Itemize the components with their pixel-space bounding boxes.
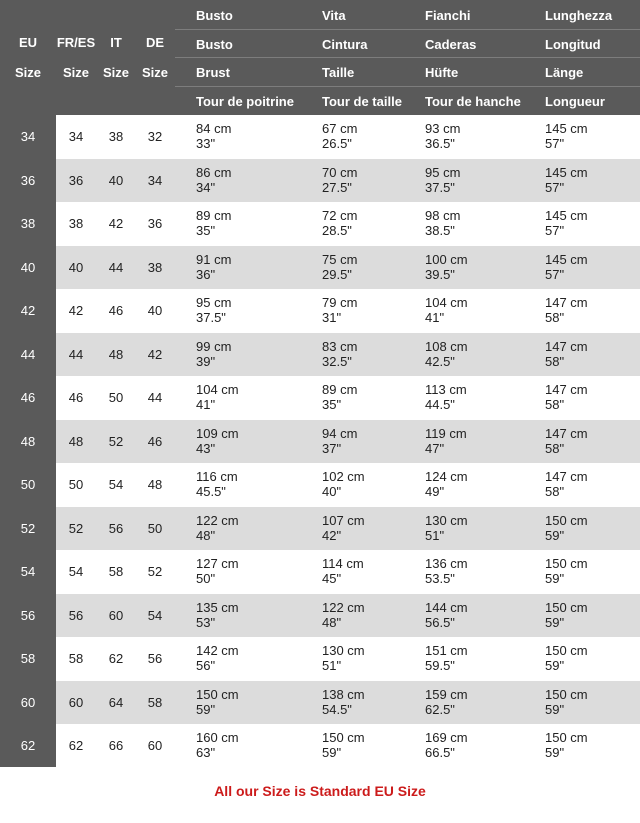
header-hip-fr: Tour de hanche [425, 94, 521, 109]
waist-in: 32.5" [322, 353, 352, 369]
hip-cell [425, 513, 468, 543]
length-in: 59" [545, 527, 565, 543]
bust-cell [196, 556, 239, 586]
de-size-cell: 54 [147, 607, 163, 623]
header-waist-fr: Tour de taille [322, 94, 402, 109]
it-size-cell: 62 [108, 651, 124, 666]
bust-cm: 160 cm [196, 730, 239, 745]
bust-cm: 127 cm [196, 556, 239, 571]
waist-cm: 94 cm [322, 425, 358, 441]
table-row [20, 637, 640, 681]
waist-cm: 72 cm [322, 208, 358, 223]
de-size-cell: 34 [147, 172, 163, 188]
bust-cell [196, 600, 239, 630]
hip-cell [425, 295, 468, 325]
de-size-cell: 32 [147, 129, 163, 144]
it-size-cell: 52 [108, 433, 124, 449]
length-cm: 147 cm [545, 295, 588, 310]
waist-cm: 79 cm [322, 295, 358, 310]
de-size-cell: 60 [147, 738, 163, 753]
waist-cell [322, 382, 357, 412]
de-size-cell: 48 [147, 477, 163, 492]
length-cell [545, 382, 588, 412]
length-cm: 147 cm [545, 338, 588, 354]
length-in: 57" [545, 136, 565, 151]
bust-cell [196, 513, 239, 543]
length-in: 57" [545, 266, 565, 282]
waist-cell [322, 469, 365, 499]
length-in: 58" [545, 440, 565, 456]
bust-cm: 95 cm [196, 295, 232, 310]
header-waist-de: Taille [322, 65, 355, 80]
eu-size-cell: 52 [20, 520, 36, 536]
hip-in: 39.5" [425, 266, 455, 282]
fr-size-cell: 54 [68, 564, 84, 579]
table-row [20, 202, 640, 246]
bust-cm: 150 cm [196, 686, 239, 702]
bust-cm: 116 cm [196, 469, 238, 484]
bust-in: 56" [196, 658, 216, 673]
it-size-cell: 46 [108, 303, 124, 318]
eu-size-cell: 36 [20, 172, 36, 188]
eu-size-cell: 54 [20, 564, 36, 579]
hip-cell [425, 426, 467, 456]
bust-in: 50" [196, 571, 216, 586]
length-cell [545, 556, 588, 586]
hip-in: 38.5" [425, 223, 455, 238]
hip-cell [425, 252, 468, 282]
waist-cell [322, 687, 365, 717]
it-size-cell: 60 [108, 607, 124, 623]
waist-in: 54.5" [322, 701, 352, 717]
hip-in: 51" [425, 527, 445, 543]
waist-cell [322, 556, 364, 586]
hip-in: 36.5" [425, 136, 455, 151]
fr-header-top: FR/ES [56, 35, 96, 50]
hip-in: 44.5" [425, 397, 455, 412]
length-in: 59" [545, 614, 565, 630]
waist-cell [322, 121, 357, 151]
length-cell [545, 165, 588, 195]
waist-in: 37" [322, 440, 342, 456]
de-size-cell: 36 [147, 216, 163, 231]
waist-cell [322, 600, 365, 630]
length-cell [545, 513, 588, 543]
length-cm: 145 cm [545, 164, 588, 180]
hip-cell [425, 687, 468, 717]
fr-header-bottom: Size [62, 65, 89, 80]
it-size-cell: 66 [108, 738, 124, 753]
table-row [20, 507, 640, 551]
table-row [20, 550, 640, 594]
de-size-header [137, 28, 173, 88]
bust-in: 48" [196, 527, 216, 543]
length-cell [545, 469, 588, 499]
length-cm: 150 cm [545, 512, 588, 528]
length-cell [545, 339, 588, 369]
eu-size-cell: 40 [20, 259, 36, 275]
hip-cell [425, 339, 468, 369]
waist-in: 42" [322, 527, 342, 543]
waist-cell [322, 165, 357, 195]
length-cm: 150 cm [545, 599, 588, 615]
bust-cm: 122 cm [196, 512, 239, 528]
waist-cm: 83 cm [322, 338, 358, 354]
waist-cm: 107 cm [322, 512, 365, 528]
table-row [20, 463, 640, 507]
de-header-top: DE [145, 35, 165, 50]
eu-header-top: EU [18, 35, 38, 50]
de-size-cell: 38 [147, 259, 163, 275]
eu-size-cell: 60 [20, 694, 36, 710]
fr-size-cell: 36 [68, 172, 84, 188]
bust-in: 33" [196, 136, 216, 151]
hip-cm: 95 cm [425, 164, 461, 180]
length-cell [545, 295, 588, 325]
table-row [20, 376, 640, 420]
hip-cm: 151 cm [425, 643, 468, 658]
bust-cm: 84 cm [196, 121, 232, 136]
fr-size-cell: 48 [68, 433, 84, 449]
length-cell [545, 687, 588, 717]
table-row [20, 724, 640, 768]
table-row [20, 594, 640, 638]
bust-cm: 86 cm [196, 164, 232, 180]
eu-size-cell: 42 [20, 303, 36, 318]
length-cm: 145 cm [545, 121, 588, 136]
hip-cell [425, 730, 468, 760]
header-bust-fr: Tour de poitrine [196, 94, 294, 109]
length-cell [545, 208, 588, 238]
length-cm: 147 cm [545, 382, 588, 397]
fr-size-cell: 46 [68, 390, 84, 405]
eu-size-cell: 56 [20, 607, 36, 623]
eu-header-bottom: Size [14, 65, 41, 80]
waist-in: 45" [322, 571, 342, 586]
bust-in: 35" [196, 223, 216, 238]
it-size-cell: 40 [108, 172, 124, 188]
hip-in: 47" [425, 440, 445, 456]
bust-in: 34" [196, 179, 216, 195]
hip-cell [425, 165, 460, 195]
waist-in: 51" [322, 658, 342, 673]
length-in: 58" [545, 484, 565, 499]
waist-in: 27.5" [322, 179, 352, 195]
de-header-bottom: Size [141, 65, 168, 80]
hip-cm: 130 cm [425, 512, 468, 528]
waist-in: 35" [322, 397, 342, 412]
length-in: 58" [545, 353, 565, 369]
hip-cm: 169 cm [425, 730, 468, 745]
hip-cell [425, 556, 468, 586]
it-size-cell: 50 [108, 390, 124, 405]
waist-cell [322, 730, 365, 760]
eu-size-cell: 50 [20, 477, 36, 492]
length-cell [545, 600, 588, 630]
fr-size-cell: 60 [68, 694, 84, 710]
bust-cell [196, 252, 231, 282]
length-cm: 145 cm [545, 251, 588, 267]
hip-cm: 159 cm [425, 686, 468, 702]
fr-size-cell: 62 [68, 738, 84, 753]
bust-cell [196, 730, 239, 760]
fr-size-cell: 58 [68, 651, 84, 666]
length-cm: 147 cm [545, 469, 588, 484]
length-cell [545, 643, 588, 673]
de-size-cell: 40 [147, 303, 163, 318]
eu-size-cell: 38 [20, 216, 36, 231]
it-size-cell: 58 [108, 564, 124, 579]
header-bust-it: Busto [196, 8, 233, 23]
fr-size-cell: 44 [68, 346, 84, 362]
hip-cm: 100 cm [425, 251, 468, 267]
length-cm: 145 cm [545, 208, 588, 223]
bust-cell [196, 121, 231, 151]
it-size-cell: 56 [108, 520, 124, 536]
waist-cm: 122 cm [322, 599, 365, 615]
hip-in: 42.5" [425, 353, 455, 369]
it-header-bottom: Size [102, 65, 129, 80]
length-cm: 150 cm [545, 556, 588, 571]
fr-size-cell: 38 [68, 216, 84, 231]
table-row [20, 420, 640, 464]
waist-cm: 130 cm [322, 643, 365, 658]
hip-cm: 124 cm [425, 469, 468, 484]
hip-in: 62.5" [425, 701, 455, 717]
bust-cell [196, 426, 239, 456]
length-in: 59" [545, 658, 565, 673]
bust-in: 45.5" [196, 484, 226, 499]
header-divider [175, 29, 640, 30]
hip-cm: 113 cm [425, 382, 467, 397]
header-length-de: Länge [545, 65, 584, 80]
header-bust-es: Busto [196, 37, 233, 52]
length-in: 58" [545, 310, 565, 325]
fr-size-cell: 40 [68, 259, 84, 275]
hip-in: 56.5" [425, 614, 455, 630]
hip-cm: 104 cm [425, 295, 468, 310]
de-size-cell: 56 [147, 651, 163, 666]
waist-in: 40" [322, 484, 342, 499]
hip-cell [425, 208, 460, 238]
standard-size-note: All our Size is Standard EU Size [214, 783, 426, 799]
waist-in: 26.5" [322, 136, 352, 151]
de-size-cell: 42 [147, 346, 163, 362]
bust-in: 41" [196, 397, 216, 412]
header-waist-it: Vita [322, 8, 346, 23]
de-size-cell: 50 [147, 520, 163, 536]
waist-cm: 70 cm [322, 164, 358, 180]
waist-in: 29.5" [322, 266, 352, 282]
header-bust-de: Brust [196, 65, 230, 80]
table-row [20, 681, 640, 725]
de-size-cell: 52 [147, 564, 163, 579]
bust-cell [196, 382, 239, 412]
header-hip-de: Hüfte [425, 65, 459, 80]
bust-cm: 104 cm [196, 382, 239, 397]
hip-cell [425, 469, 468, 499]
it-size-cell: 48 [108, 346, 124, 362]
hip-in: 41" [425, 310, 445, 325]
table-row [20, 159, 640, 203]
waist-cm: 75 cm [322, 251, 358, 267]
waist-cell [322, 339, 357, 369]
waist-cm: 89 cm [322, 382, 358, 397]
fr-size-header [56, 28, 96, 88]
hip-cm: 119 cm [425, 425, 467, 441]
hip-cell [425, 121, 460, 151]
waist-in: 59" [322, 745, 342, 760]
length-cm: 150 cm [545, 686, 588, 702]
eu-size-cell: 62 [20, 738, 36, 753]
it-size-cell: 54 [108, 477, 124, 492]
length-in: 57" [545, 179, 565, 195]
length-cell [545, 121, 588, 151]
bust-in: 59" [196, 701, 216, 717]
bust-cell [196, 339, 231, 369]
waist-cell [322, 295, 357, 325]
eu-size-cell: 44 [20, 346, 36, 362]
bust-in: 39" [196, 353, 216, 369]
hip-cell [425, 382, 467, 412]
size-table-body [20, 115, 640, 768]
header-hip-it: Fianchi [425, 8, 471, 23]
header-length-es: Longitud [545, 37, 601, 52]
length-cm: 150 cm [545, 643, 588, 658]
bust-cm: 91 cm [196, 251, 232, 267]
header-divider [175, 86, 640, 87]
hip-in: 53.5" [425, 571, 455, 586]
bust-in: 53" [196, 614, 216, 630]
length-cell [545, 426, 588, 456]
length-in: 59" [545, 701, 565, 717]
it-size-cell: 44 [108, 259, 124, 275]
bust-cell [196, 165, 231, 195]
length-in: 59" [545, 571, 565, 586]
waist-cell [322, 208, 357, 238]
header-length-it: Lunghezza [545, 8, 613, 23]
de-size-cell: 58 [147, 694, 163, 710]
fr-size-cell: 50 [68, 477, 84, 492]
it-size-header [98, 28, 134, 88]
eu-size-cell: 58 [20, 651, 36, 666]
hip-in: 66.5" [425, 745, 455, 760]
hip-in: 59.5" [425, 658, 455, 673]
table-row [20, 115, 640, 159]
bust-in: 36" [196, 266, 216, 282]
waist-in: 31" [322, 310, 342, 325]
waist-cell [322, 426, 357, 456]
fr-size-cell: 42 [68, 303, 84, 318]
bust-in: 37.5" [196, 310, 226, 325]
eu-size-cell: 48 [20, 433, 36, 449]
bust-cell [196, 469, 238, 499]
eu-size-header [0, 28, 56, 88]
hip-cell [425, 643, 468, 673]
bust-cm: 99 cm [196, 338, 232, 354]
header-hip-es: Caderas [425, 37, 477, 52]
hip-in: 37.5" [425, 179, 455, 195]
bust-in: 63" [196, 745, 216, 760]
it-header-top: IT [110, 35, 122, 50]
bust-cell [196, 208, 231, 238]
fr-size-cell: 52 [68, 520, 84, 536]
waist-cell [322, 252, 357, 282]
waist-cm: 138 cm [322, 686, 365, 702]
waist-cell [322, 513, 365, 543]
header-divider [175, 57, 640, 58]
bust-cell [196, 687, 239, 717]
length-cell [545, 730, 588, 760]
de-size-cell: 46 [147, 433, 163, 449]
hip-in: 49" [425, 484, 445, 499]
bust-cell [196, 295, 231, 325]
hip-cell [425, 600, 468, 630]
table-header [0, 0, 640, 115]
eu-size-cell: 34 [20, 129, 36, 144]
waist-cm: 114 cm [322, 556, 364, 571]
hip-cm: 98 cm [425, 208, 461, 223]
hip-cm: 93 cm [425, 121, 461, 136]
waist-in: 48" [322, 614, 342, 630]
it-size-cell: 64 [108, 694, 124, 710]
header-waist-es: Cintura [322, 37, 368, 52]
bust-cm: 142 cm [196, 643, 239, 658]
bust-in: 43" [196, 440, 216, 456]
length-cell [545, 252, 588, 282]
hip-cm: 144 cm [425, 599, 468, 615]
length-in: 58" [545, 397, 565, 412]
it-size-cell: 38 [108, 129, 124, 144]
fr-size-cell: 56 [68, 607, 84, 623]
header-length-fr: Longueur [545, 94, 605, 109]
length-cm: 147 cm [545, 425, 588, 441]
waist-cm: 67 cm [322, 121, 358, 136]
length-in: 59" [545, 745, 565, 760]
table-row [20, 333, 640, 377]
bust-cm: 135 cm [196, 599, 239, 615]
length-cm: 150 cm [545, 730, 588, 745]
waist-cm: 102 cm [322, 469, 365, 484]
waist-cm: 150 cm [322, 730, 365, 745]
eu-size-cell: 46 [20, 390, 36, 405]
it-size-cell: 42 [108, 216, 124, 231]
table-row [20, 246, 640, 290]
fr-size-cell: 34 [68, 129, 84, 144]
waist-cell [322, 643, 365, 673]
bust-cell [196, 643, 239, 673]
table-row [20, 289, 640, 333]
hip-cm: 108 cm [425, 338, 468, 354]
bust-cm: 89 cm [196, 208, 232, 223]
length-in: 57" [545, 223, 565, 238]
de-size-cell: 44 [147, 390, 163, 405]
waist-in: 28.5" [322, 223, 352, 238]
bust-cm: 109 cm [196, 425, 239, 441]
hip-cm: 136 cm [425, 556, 468, 571]
